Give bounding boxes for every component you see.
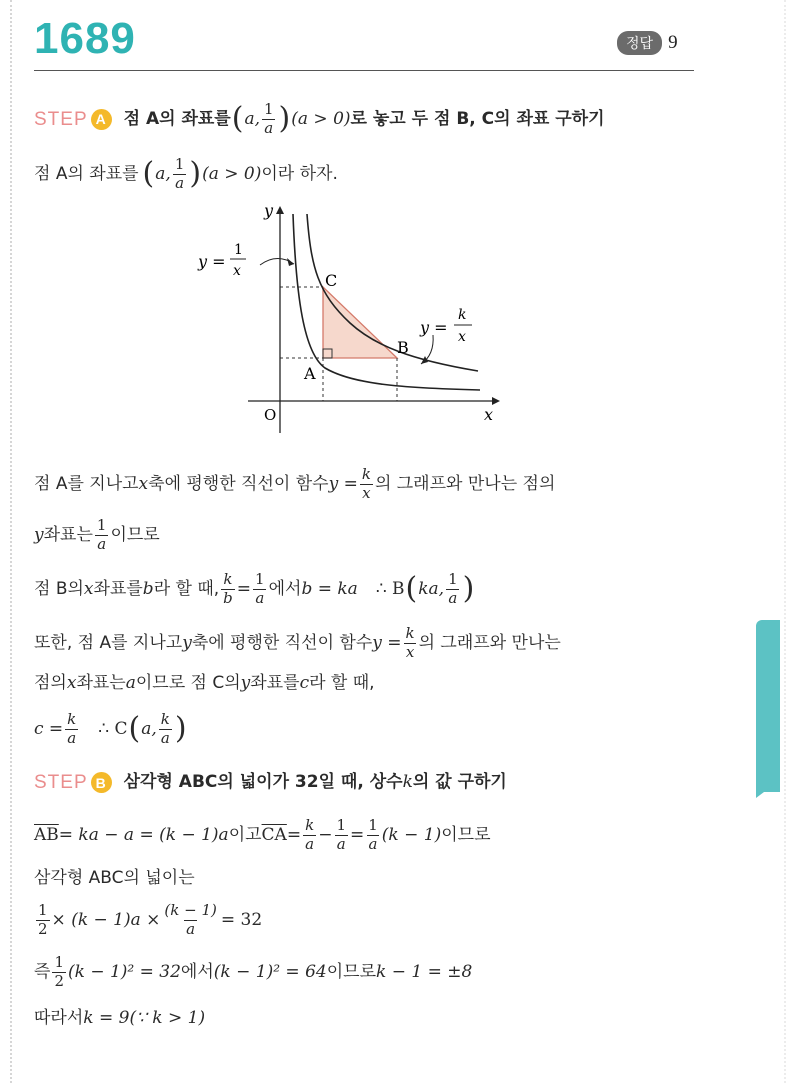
step-a-badge: A xyxy=(91,109,112,130)
step-b-badge: B xyxy=(91,772,112,793)
text-line-3: y 좌표는 $\frac{1}{a}$ 이므로 xyxy=(34,516,160,553)
point-c-label: C xyxy=(325,271,338,290)
curve2-label-y: y = xyxy=(420,318,448,337)
text-line-13: 따라서 k = 9(∵ k > 1) xyxy=(34,1008,206,1028)
step-a-coord-a: a, xyxy=(244,108,260,129)
text-line-2: 점 A를 지나고 x 축에 평행한 직선이 함수 y = $\frac{k}{x}$ 의 그래프와 만나는 점의 xyxy=(34,465,556,502)
fraction: $\frac{1}{2}$ xyxy=(54,953,64,990)
left-margin-dots xyxy=(10,0,12,1083)
answer-area xyxy=(617,31,678,55)
fraction: $\frac{1}{a}$ xyxy=(448,570,458,607)
fraction: $\frac{1}{2}$ xyxy=(38,901,48,938)
header-rule xyxy=(34,70,694,71)
right-margin-dots xyxy=(784,0,786,1083)
fraction: $\frac{k}{x}$ xyxy=(361,465,371,502)
fraction: $\frac{k}{a}$ xyxy=(67,710,77,747)
curve1-label-y: y = xyxy=(198,252,226,271)
fraction: $\frac{1}{a}$ xyxy=(336,816,346,853)
step-a-label: STEP A xyxy=(34,109,112,130)
text-line-12: 즉 $\frac{1}{2}$ (k − 1)² = 32 에서 (k − 1)² = 64 이므로 k − 1 = ±8 xyxy=(34,953,473,990)
text-line-1: 점 A의 좌표를 ( a, $\frac{1}{a}$ ) (a > 0) 이라 하자. xyxy=(34,155,338,192)
fraction: $\frac{k}{a}$ xyxy=(305,816,315,853)
step-a-title-part1: 점 A의 좌표를 xyxy=(123,108,231,129)
step-b-label: STEP B xyxy=(34,772,112,793)
problem-number: 1689 xyxy=(34,14,136,63)
fraction: $\frac{(k - 1)}{a}$ xyxy=(164,901,217,938)
point-a-label: A xyxy=(304,364,316,383)
answer-badge: 정답 xyxy=(617,31,662,55)
text-line-5: 또한, 점 A를 지나고 y 축에 평행한 직선이 함수 y = $\frac{k}{x}$ 의 그래프와 만나는 xyxy=(34,624,561,661)
fraction: $\frac{1}{a}$ xyxy=(264,100,274,137)
step-a-heading: STEP A 점 A의 좌표를 ( a, $\frac{1}{a}$ ) (a > 0) 로 놓고 두 점 B, C의 좌표 구하기 xyxy=(34,100,605,137)
text-line-11: $\frac{1}{2}$ × (k − 1)a × $\frac{(k - 1)}{a}$ = 32 xyxy=(38,901,263,938)
curve-y-1-over-x xyxy=(293,214,480,390)
point-b-label: B xyxy=(397,338,409,357)
text-line-10: 삼각형 ABC의 넓이는 xyxy=(34,868,195,888)
curve2-label-num: k xyxy=(458,307,467,323)
side-tab xyxy=(756,620,780,792)
fraction: $\frac{1}{a}$ xyxy=(255,570,265,607)
step-a-title-part2: 로 놓고 두 점 B, C의 좌표 구하기 xyxy=(350,108,605,129)
origin-label: O xyxy=(264,406,277,424)
text-line-7: c = $\frac{k}{a}$ ∴ C ( a, $\frac{k}{a}$ ) xyxy=(34,710,187,747)
step-b-title-part2: 의 값 구하기 xyxy=(412,772,507,792)
axis-y-label: y xyxy=(264,201,274,220)
fraction: $\frac{k}{a}$ xyxy=(160,710,170,747)
curve1-label-num: 1 xyxy=(234,242,243,258)
step-b-title-part1: 삼각형 ABC의 넓이가 32일 때, 상수 xyxy=(123,772,403,792)
a-positive: (a > 0) xyxy=(291,108,351,129)
axis-x-label: x xyxy=(484,405,494,424)
side-tab-tip xyxy=(756,780,780,798)
curve2-label-den: x xyxy=(458,329,466,345)
text-line-9: $\overline{AB}$ = ka − a = (k − 1)a 이고 $\overline{CA}$ = $\frac{k}{a}$ − $\frac{1}{a}$ = $\frac{1}{a}$ (k − 1) 이므로 xyxy=(34,816,491,853)
answer-value: 9 xyxy=(668,32,678,53)
fraction: $\frac{1}{a}$ xyxy=(174,155,185,192)
step-b-heading: STEP B 삼각형 ABC의 넓이가 32일 때, 상수 k 의 값 구하기 xyxy=(34,772,507,793)
text-line-4: 점 B의 x 좌표를 b 라 할 때, $\frac{k}{b}$ = $\frac{1}{a}$ 에서 b = ka ∴ B ( ka, $\frac{1}{a}$ ) xyxy=(34,570,475,607)
graph-figure xyxy=(190,198,510,448)
fraction: $\frac{k}{x}$ xyxy=(405,624,415,661)
fraction: $\frac{k}{b}$ xyxy=(223,570,233,607)
fraction: $\frac{1}{a}$ xyxy=(96,516,107,553)
fraction: $\frac{1}{a}$ xyxy=(368,816,378,853)
text-line-6: 점의 x 좌표는 a 이므로 점 C의 y 좌표를 c 라 할 때, xyxy=(34,673,375,693)
curve1-label-den: x xyxy=(233,263,241,279)
triangle-abc xyxy=(323,287,397,358)
